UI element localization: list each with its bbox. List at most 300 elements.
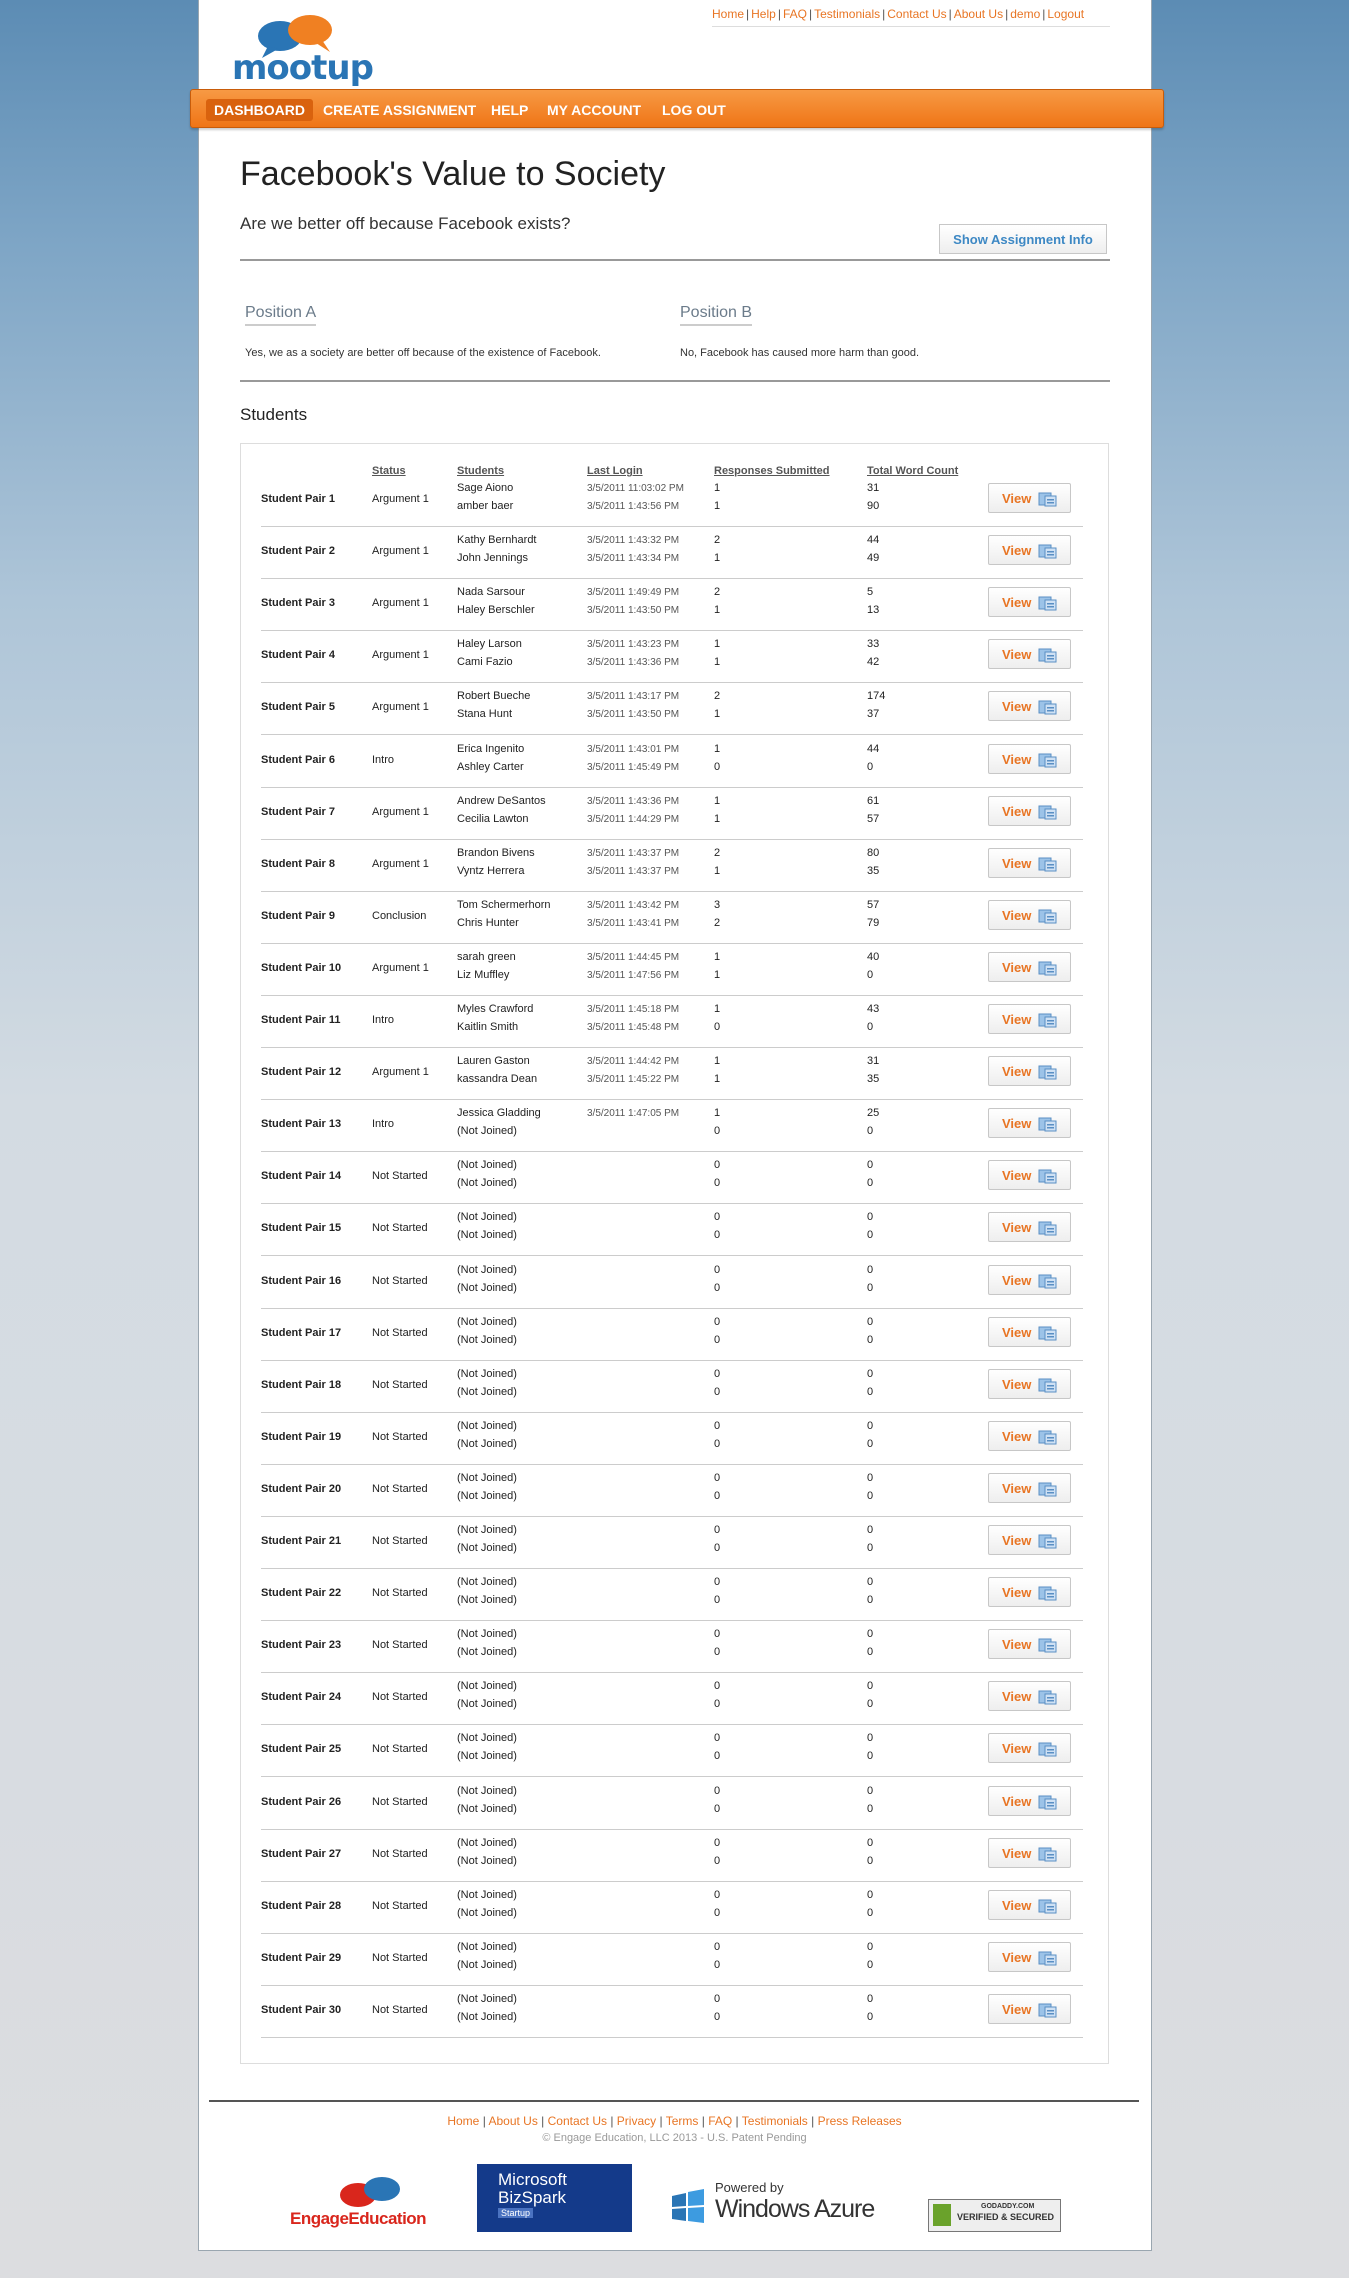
- student-2-responses: 1: [714, 1073, 721, 1086]
- pair-label: Student Pair 19: [261, 1430, 342, 1443]
- view-button-label: View: [1002, 2001, 1032, 2017]
- student-1-name: (Not Joined): [457, 1680, 517, 1693]
- student-1-word-count: 0: [867, 1992, 874, 2005]
- pair-label: Student Pair 7: [261, 805, 335, 818]
- view-button[interactable]: [988, 848, 1071, 878]
- student-1-name: Robert Bueche: [457, 690, 531, 703]
- footer-link-terms[interactable]: Terms: [665, 2114, 699, 2128]
- student-2-word-count: 0: [867, 1750, 874, 1763]
- table-row: [261, 787, 1083, 840]
- position-b-text: No, Facebook has caused more harm than good.: [680, 347, 920, 359]
- table-row: [261, 1933, 1083, 1986]
- student-2-last-login: 3/5/2011 1:43:50 PM: [587, 709, 680, 721]
- student-2-name: (Not Joined): [457, 2010, 517, 2023]
- nav-dashboard[interactable]: DASHBOARD: [206, 99, 313, 121]
- student-2-word-count: 0: [867, 1385, 874, 1398]
- student-1-name: (Not Joined): [457, 1732, 517, 1745]
- table-row: [261, 1151, 1083, 1204]
- table-row: [261, 526, 1083, 579]
- col-students-header[interactable]: Students: [457, 465, 505, 477]
- show-assignment-info-button[interactable]: Show Assignment Info: [939, 224, 1107, 254]
- footer-link-press[interactable]: Press Releases: [817, 2114, 902, 2128]
- status: Not Started: [372, 1222, 428, 1235]
- student-2-word-count: 0: [867, 1594, 874, 1607]
- view-button[interactable]: [988, 1942, 1071, 1972]
- pair-label: Student Pair 18: [261, 1378, 342, 1391]
- view-button[interactable]: [988, 483, 1071, 513]
- student-2-word-count: 79: [867, 916, 880, 929]
- student-1-word-count: 0: [867, 1940, 874, 1953]
- view-button-label: View: [1002, 1741, 1032, 1757]
- student-2-responses: 1: [714, 864, 721, 877]
- student-1-word-count: 33: [867, 638, 880, 651]
- view-button[interactable]: [988, 1421, 1071, 1451]
- bizspark-line1: Microsoft: [498, 2170, 567, 2189]
- student-2-responses: 0: [714, 760, 721, 773]
- windows-flag-icon: [670, 2188, 706, 2224]
- top-link-help[interactable]: Help: [751, 7, 776, 21]
- col-word-count-header[interactable]: Total Word Count: [867, 465, 959, 477]
- student-1-responses: 1: [714, 1003, 721, 1015]
- bizspark-logo[interactable]: [477, 2164, 632, 2232]
- view-button[interactable]: [988, 1629, 1071, 1659]
- view-button-label: View: [1002, 1585, 1032, 1601]
- student-1-name: (Not Joined): [457, 1836, 517, 1849]
- student-2-name: (Not Joined): [457, 1542, 517, 1554]
- pair-label: Student Pair 22: [261, 1587, 342, 1600]
- student-1-responses: 0: [714, 1159, 721, 1172]
- student-2-responses: 0: [714, 1802, 721, 1815]
- pair-label: Student Pair 17: [261, 1326, 342, 1339]
- student-1-name: (Not Joined): [457, 1315, 517, 1328]
- view-button[interactable]: [988, 587, 1071, 617]
- view-button[interactable]: [988, 1890, 1071, 1920]
- top-link-testimonials[interactable]: Testimonials: [814, 7, 881, 21]
- student-2-word-count: 0: [867, 1698, 874, 1711]
- student-1-responses: 0: [714, 1419, 721, 1432]
- status: Conclusion: [372, 909, 427, 922]
- view-button-label: View: [1002, 1376, 1032, 1392]
- view-button[interactable]: [988, 1317, 1071, 1347]
- student-2-name: (Not Joined): [457, 1437, 517, 1450]
- footer-link-contact[interactable]: Contact Us: [547, 2114, 607, 2128]
- view-button[interactable]: [988, 1473, 1071, 1503]
- status: Not Started: [372, 1535, 428, 1547]
- student-1-last-login: 3/5/2011 1:44:45 PM: [587, 951, 680, 963]
- view-button[interactable]: [988, 1525, 1071, 1555]
- student-1-name: Jessica Gladding: [457, 1107, 541, 1120]
- student-2-word-count: 0: [867, 1281, 874, 1294]
- table-row: [261, 1412, 1083, 1465]
- pair-label: Student Pair 26: [261, 1795, 342, 1808]
- view-button-label: View: [1002, 1428, 1032, 1444]
- pair-label: Student Pair 10: [261, 961, 342, 974]
- student-2-name: (Not Joined): [457, 1802, 517, 1815]
- view-button-label: View: [1002, 699, 1032, 715]
- student-1-word-count: 0: [867, 1159, 874, 1172]
- view-button[interactable]: [988, 900, 1071, 930]
- status: Intro: [372, 1014, 395, 1026]
- student-2-responses: 0: [714, 1177, 721, 1190]
- pair-label: Student Pair 25: [261, 1743, 342, 1756]
- student-2-last-login: 3/5/2011 1:43:50 PM: [587, 605, 680, 617]
- student-2-name: Cami Fazio: [457, 656, 513, 669]
- brand-name: mootup: [232, 48, 373, 88]
- student-2-word-count: 42: [867, 656, 880, 669]
- view-button-label: View: [1002, 803, 1032, 819]
- student-2-word-count: 35: [867, 864, 880, 877]
- student-1-word-count: 0: [867, 1628, 874, 1641]
- footer-link-home[interactable]: Home: [447, 2114, 480, 2128]
- view-button[interactable]: [988, 1838, 1071, 1868]
- student-2-responses: 0: [714, 1698, 721, 1711]
- top-link-home[interactable]: Home: [712, 7, 745, 21]
- student-2-word-count: 0: [867, 1125, 874, 1138]
- student-1-name: sarah green: [457, 950, 516, 963]
- student-2-name: (Not Joined): [457, 1333, 517, 1346]
- view-button[interactable]: [988, 1212, 1071, 1242]
- col-last-login-header[interactable]: Last Login: [587, 465, 643, 477]
- view-button[interactable]: [988, 796, 1071, 826]
- view-button[interactable]: [988, 1786, 1071, 1816]
- student-2-responses: 1: [714, 968, 721, 981]
- student-2-word-count: 37: [867, 708, 880, 721]
- student-2-name: (Not Joined): [457, 1177, 517, 1190]
- student-2-word-count: 35: [867, 1073, 880, 1086]
- pair-label: Student Pair 15: [261, 1222, 342, 1235]
- student-1-word-count: 0: [867, 1263, 874, 1276]
- pair-label: Student Pair 6: [261, 753, 335, 766]
- view-button-label: View: [1002, 543, 1032, 559]
- top-link-user[interactable]: demo: [1010, 7, 1041, 21]
- student-1-word-count: 0: [867, 1732, 874, 1745]
- godaddy-seal[interactable]: [928, 2199, 1061, 2232]
- student-1-last-login: 3/5/2011 1:43:42 PM: [587, 899, 680, 911]
- student-1-responses: 2: [714, 586, 721, 599]
- status: Argument 1: [372, 545, 429, 558]
- top-link-faq[interactable]: FAQ: [782, 7, 807, 21]
- student-1-word-count: 31: [867, 482, 880, 494]
- student-2-last-login: 3/5/2011 1:45:49 PM: [587, 761, 680, 773]
- seal-shield-icon: [933, 2204, 951, 2226]
- view-button[interactable]: [988, 1160, 1071, 1190]
- student-2-word-count: 13: [867, 604, 880, 617]
- table-row: [261, 1568, 1083, 1621]
- student-2-responses: 1: [714, 500, 721, 512]
- view-button-label: View: [1002, 959, 1032, 975]
- pair-label: Student Pair 2: [261, 545, 335, 558]
- view-button-label: View: [1002, 1845, 1032, 1861]
- view-button-label: View: [1002, 1116, 1032, 1132]
- table-row: [261, 891, 1083, 944]
- nav-my-account[interactable]: MY ACCOUNT: [547, 102, 642, 118]
- student-1-responses: 0: [714, 1263, 721, 1276]
- student-1-responses: 0: [714, 1888, 721, 1901]
- azure-line1: Powered by: [715, 2180, 784, 2195]
- student-2-name: Cecilia Lawton: [457, 812, 529, 825]
- student-1-word-count: 61: [867, 794, 880, 807]
- students-heading: Students: [240, 405, 308, 424]
- table-row: [261, 1881, 1083, 1934]
- student-1-word-count: 57: [867, 898, 880, 911]
- student-1-name: Sage Aiono: [457, 482, 514, 494]
- azure-line2: Windows Azure: [715, 2195, 875, 2223]
- student-1-word-count: 0: [867, 1836, 874, 1849]
- table-row: [261, 1829, 1083, 1882]
- view-button[interactable]: [988, 535, 1071, 565]
- student-2-last-login: 3/5/2011 1:45:48 PM: [587, 1022, 680, 1033]
- top-link-logout[interactable]: Logout: [1047, 7, 1085, 21]
- student-2-responses: 1: [714, 812, 721, 825]
- position-b-heading: Position B: [680, 304, 752, 326]
- top-link-about[interactable]: About Us: [953, 7, 1004, 21]
- pair-label: Student Pair 4: [261, 649, 335, 662]
- position-a-text: Yes, we as a society are better off because of the existence of Facebook.: [245, 347, 601, 359]
- assignment-question: Are we better off because Facebook exists?: [240, 214, 571, 233]
- student-1-responses: 1: [714, 1107, 721, 1120]
- student-2-responses: 0: [714, 1021, 721, 1033]
- student-1-word-count: 0: [867, 1367, 874, 1380]
- student-2-responses: 0: [714, 1906, 721, 1919]
- student-2-name: (Not Joined): [457, 1385, 517, 1398]
- student-1-last-login: 3/5/2011 1:45:18 PM: [587, 1004, 680, 1015]
- table-row: [261, 1516, 1083, 1569]
- view-button-label: View: [1002, 1689, 1032, 1705]
- view-button-label: View: [1002, 1064, 1032, 1080]
- student-1-name: (Not Joined): [457, 1576, 517, 1589]
- view-button[interactable]: [988, 1265, 1071, 1295]
- view-button[interactable]: [988, 1681, 1071, 1711]
- student-2-word-count: 49: [867, 552, 880, 565]
- table-row: [261, 578, 1083, 631]
- status: Not Started: [372, 1170, 428, 1183]
- student-1-name: (Not Joined): [457, 1471, 517, 1484]
- student-1-last-login: 3/5/2011 1:47:05 PM: [587, 1108, 680, 1120]
- footer-link-testimonials[interactable]: Testimonials: [741, 2114, 808, 2128]
- student-1-responses: 0: [714, 1367, 721, 1380]
- status: Not Started: [372, 1430, 428, 1443]
- student-2-word-count: 0: [867, 1333, 874, 1346]
- view-button[interactable]: [988, 691, 1071, 721]
- view-button-label: View: [1002, 1220, 1032, 1236]
- engage-education-logo[interactable]: [290, 2165, 450, 2230]
- student-2-responses: 0: [714, 1125, 721, 1138]
- student-2-name: Liz Muffley: [457, 968, 510, 981]
- student-2-responses: 1: [714, 656, 721, 669]
- footer-link-about[interactable]: About Us: [488, 2114, 538, 2128]
- student-1-last-login: 3/5/2011 1:44:42 PM: [587, 1056, 680, 1068]
- student-2-name: (Not Joined): [457, 1594, 517, 1607]
- divider: [240, 259, 1110, 261]
- student-1-word-count: 43: [867, 1003, 880, 1015]
- student-1-name: (Not Joined): [457, 1940, 517, 1953]
- student-1-last-login: 3/5/2011 1:49:49 PM: [587, 587, 680, 599]
- student-2-name: Stana Hunt: [457, 708, 513, 721]
- student-1-word-count: 0: [867, 1211, 874, 1224]
- student-1-responses: 3: [714, 898, 721, 911]
- student-2-word-count: 0: [867, 1542, 874, 1554]
- student-2-responses: 0: [714, 1229, 721, 1242]
- view-button[interactable]: [988, 1369, 1071, 1399]
- student-2-word-count: 0: [867, 2010, 874, 2023]
- student-1-name: (Not Joined): [457, 1524, 517, 1536]
- seal-line2: VERIFIED & SECURED: [957, 2212, 1055, 2222]
- student-1-responses: 0: [714, 1940, 721, 1953]
- view-button[interactable]: [988, 952, 1071, 982]
- table-row: [261, 1099, 1083, 1152]
- student-2-name: Vyntz Herrera: [457, 864, 525, 877]
- footer-links: Home | About Us | Contact Us | Privacy | Terms | FAQ | Testimonials | Press Releases: [447, 2114, 902, 2128]
- student-2-responses: 0: [714, 1437, 721, 1450]
- student-1-responses: 0: [714, 1471, 721, 1484]
- nav-log-out[interactable]: LOG OUT: [662, 102, 726, 118]
- col-responses-header[interactable]: Responses Submitted: [714, 465, 830, 477]
- table-row: [261, 1620, 1083, 1673]
- student-2-word-count: 0: [867, 1177, 874, 1190]
- student-1-last-login: 3/5/2011 1:43:01 PM: [587, 743, 680, 755]
- student-1-word-count: 0: [867, 1524, 874, 1536]
- student-2-name: (Not Joined): [457, 1698, 517, 1711]
- student-2-name: Chris Hunter: [457, 916, 519, 929]
- student-1-word-count: 0: [867, 1471, 874, 1484]
- view-button-label: View: [1002, 855, 1032, 871]
- student-1-name: (Not Joined): [457, 1992, 517, 2005]
- footer-link-privacy[interactable]: Privacy: [616, 2114, 657, 2128]
- table-row: [261, 1724, 1083, 1777]
- student-2-word-count: 0: [867, 1021, 874, 1033]
- view-button[interactable]: [988, 744, 1071, 774]
- student-1-responses: 1: [714, 950, 721, 963]
- student-2-word-count: 0: [867, 1229, 874, 1242]
- windows-azure-logo[interactable]: [670, 2180, 900, 2230]
- student-1-name: (Not Joined): [457, 1888, 517, 1901]
- pair-label: Student Pair 9: [261, 909, 335, 922]
- student-1-name: (Not Joined): [457, 1159, 517, 1172]
- table-row: [261, 943, 1083, 996]
- student-1-word-count: 0: [867, 1315, 874, 1328]
- student-2-name: Haley Berschler: [457, 604, 535, 617]
- status: Not Started: [372, 1274, 428, 1287]
- student-1-responses: 0: [714, 1628, 721, 1641]
- status: Not Started: [372, 1326, 428, 1339]
- status: Argument 1: [372, 493, 429, 505]
- status: Argument 1: [372, 857, 429, 870]
- status: Not Started: [372, 1587, 428, 1600]
- table-row: [261, 1672, 1083, 1725]
- student-1-name: (Not Joined): [457, 1784, 517, 1797]
- nav-help[interactable]: HELP: [491, 102, 529, 118]
- student-2-responses: 0: [714, 1542, 721, 1554]
- pair-label: Student Pair 1: [261, 493, 335, 505]
- student-2-name: Ashley Carter: [457, 760, 524, 773]
- status: Not Started: [372, 1795, 428, 1808]
- student-2-word-count: 57: [867, 812, 880, 825]
- pair-label: Student Pair 8: [261, 857, 335, 870]
- view-button[interactable]: [988, 1733, 1071, 1763]
- student-1-name: Erica Ingenito: [457, 742, 525, 755]
- page-title: Facebook's Value to Society: [240, 155, 666, 193]
- student-2-name: Kaitlin Smith: [457, 1021, 519, 1033]
- view-button[interactable]: [988, 639, 1071, 669]
- student-2-responses: 0: [714, 1333, 721, 1346]
- student-1-responses: 0: [714, 1732, 721, 1745]
- divider: [240, 380, 1110, 382]
- student-1-name: Haley Larson: [457, 638, 522, 651]
- view-button[interactable]: [988, 1577, 1071, 1607]
- pair-label: Student Pair 29: [261, 1951, 342, 1964]
- nav-create-assignment[interactable]: CREATE ASSIGNMENT: [323, 102, 477, 118]
- student-2-word-count: 0: [867, 1489, 874, 1502]
- view-button-label: View: [1002, 1272, 1032, 1288]
- top-link-contact[interactable]: Contact Us: [887, 7, 947, 21]
- student-1-word-count: 31: [867, 1055, 880, 1068]
- student-2-last-login: 3/5/2011 1:43:41 PM: [587, 917, 680, 929]
- student-1-last-login: 3/5/2011 1:43:36 PM: [587, 795, 680, 807]
- view-button-label: View: [1002, 1324, 1032, 1340]
- status: Not Started: [372, 1743, 428, 1756]
- student-2-name: (Not Joined): [457, 1750, 517, 1763]
- student-1-last-login: 3/5/2011 1:43:23 PM: [587, 639, 680, 651]
- student-2-responses: 0: [714, 2010, 721, 2023]
- student-2-word-count: 0: [867, 1437, 874, 1450]
- status: Not Started: [372, 1378, 428, 1391]
- student-2-responses: 1: [714, 604, 721, 617]
- student-2-name: (Not Joined): [457, 1125, 517, 1138]
- view-button[interactable]: [988, 1108, 1071, 1138]
- mootup-logo[interactable]: [232, 10, 373, 88]
- student-2-responses: 0: [714, 1281, 721, 1294]
- student-2-responses: 0: [714, 1489, 721, 1502]
- table-row: [261, 630, 1083, 683]
- pair-label: Student Pair 5: [261, 701, 335, 714]
- student-1-responses: 2: [714, 690, 721, 703]
- pair-label: Student Pair 16: [261, 1274, 342, 1287]
- pair-label: Student Pair 30: [261, 2003, 342, 2016]
- student-1-name: (Not Joined): [457, 1367, 517, 1380]
- view-button[interactable]: [988, 1994, 1071, 2024]
- student-1-name: Brandon Bivens: [457, 846, 535, 859]
- pair-label: Student Pair 13: [261, 1118, 342, 1131]
- status: Argument 1: [372, 701, 429, 714]
- pair-label: Student Pair 23: [261, 1639, 342, 1652]
- status: Argument 1: [372, 597, 429, 610]
- view-button[interactable]: [988, 1004, 1071, 1034]
- view-button-label: View: [1002, 1949, 1032, 1965]
- footer-link-faq[interactable]: FAQ: [708, 2114, 733, 2128]
- col-status-header[interactable]: Status: [372, 465, 406, 477]
- student-1-responses: 0: [714, 1992, 721, 2005]
- bizspark-line3: Startup: [498, 2208, 533, 2218]
- table-row: [261, 839, 1083, 892]
- student-2-last-login: 3/5/2011 1:47:56 PM: [587, 969, 680, 981]
- table-row: [261, 1203, 1083, 1256]
- student-2-word-count: 0: [867, 1958, 874, 1971]
- student-1-responses: 0: [714, 1836, 721, 1849]
- pair-label: Student Pair 20: [261, 1482, 342, 1495]
- student-1-responses: 0: [714, 1315, 721, 1328]
- view-button-label: View: [1002, 1793, 1032, 1809]
- view-button[interactable]: [988, 1056, 1071, 1086]
- status: Argument 1: [372, 1066, 429, 1079]
- student-2-responses: 1: [714, 552, 721, 565]
- status: Not Started: [372, 1951, 428, 1964]
- seal-line1: GODADDY.COM: [981, 2203, 1035, 2210]
- student-2-responses: 0: [714, 1385, 721, 1398]
- top-links: Home | Help | FAQ | Testimonials | Contact Us | About Us | demo | Logout: [712, 7, 1110, 27]
- copyright: © Engage Education, LLC 2013 - U.S. Patent Pending: [542, 2132, 807, 2144]
- student-2-name: (Not Joined): [457, 1281, 517, 1294]
- student-2-last-login: 3/5/2011 1:43:34 PM: [587, 553, 680, 565]
